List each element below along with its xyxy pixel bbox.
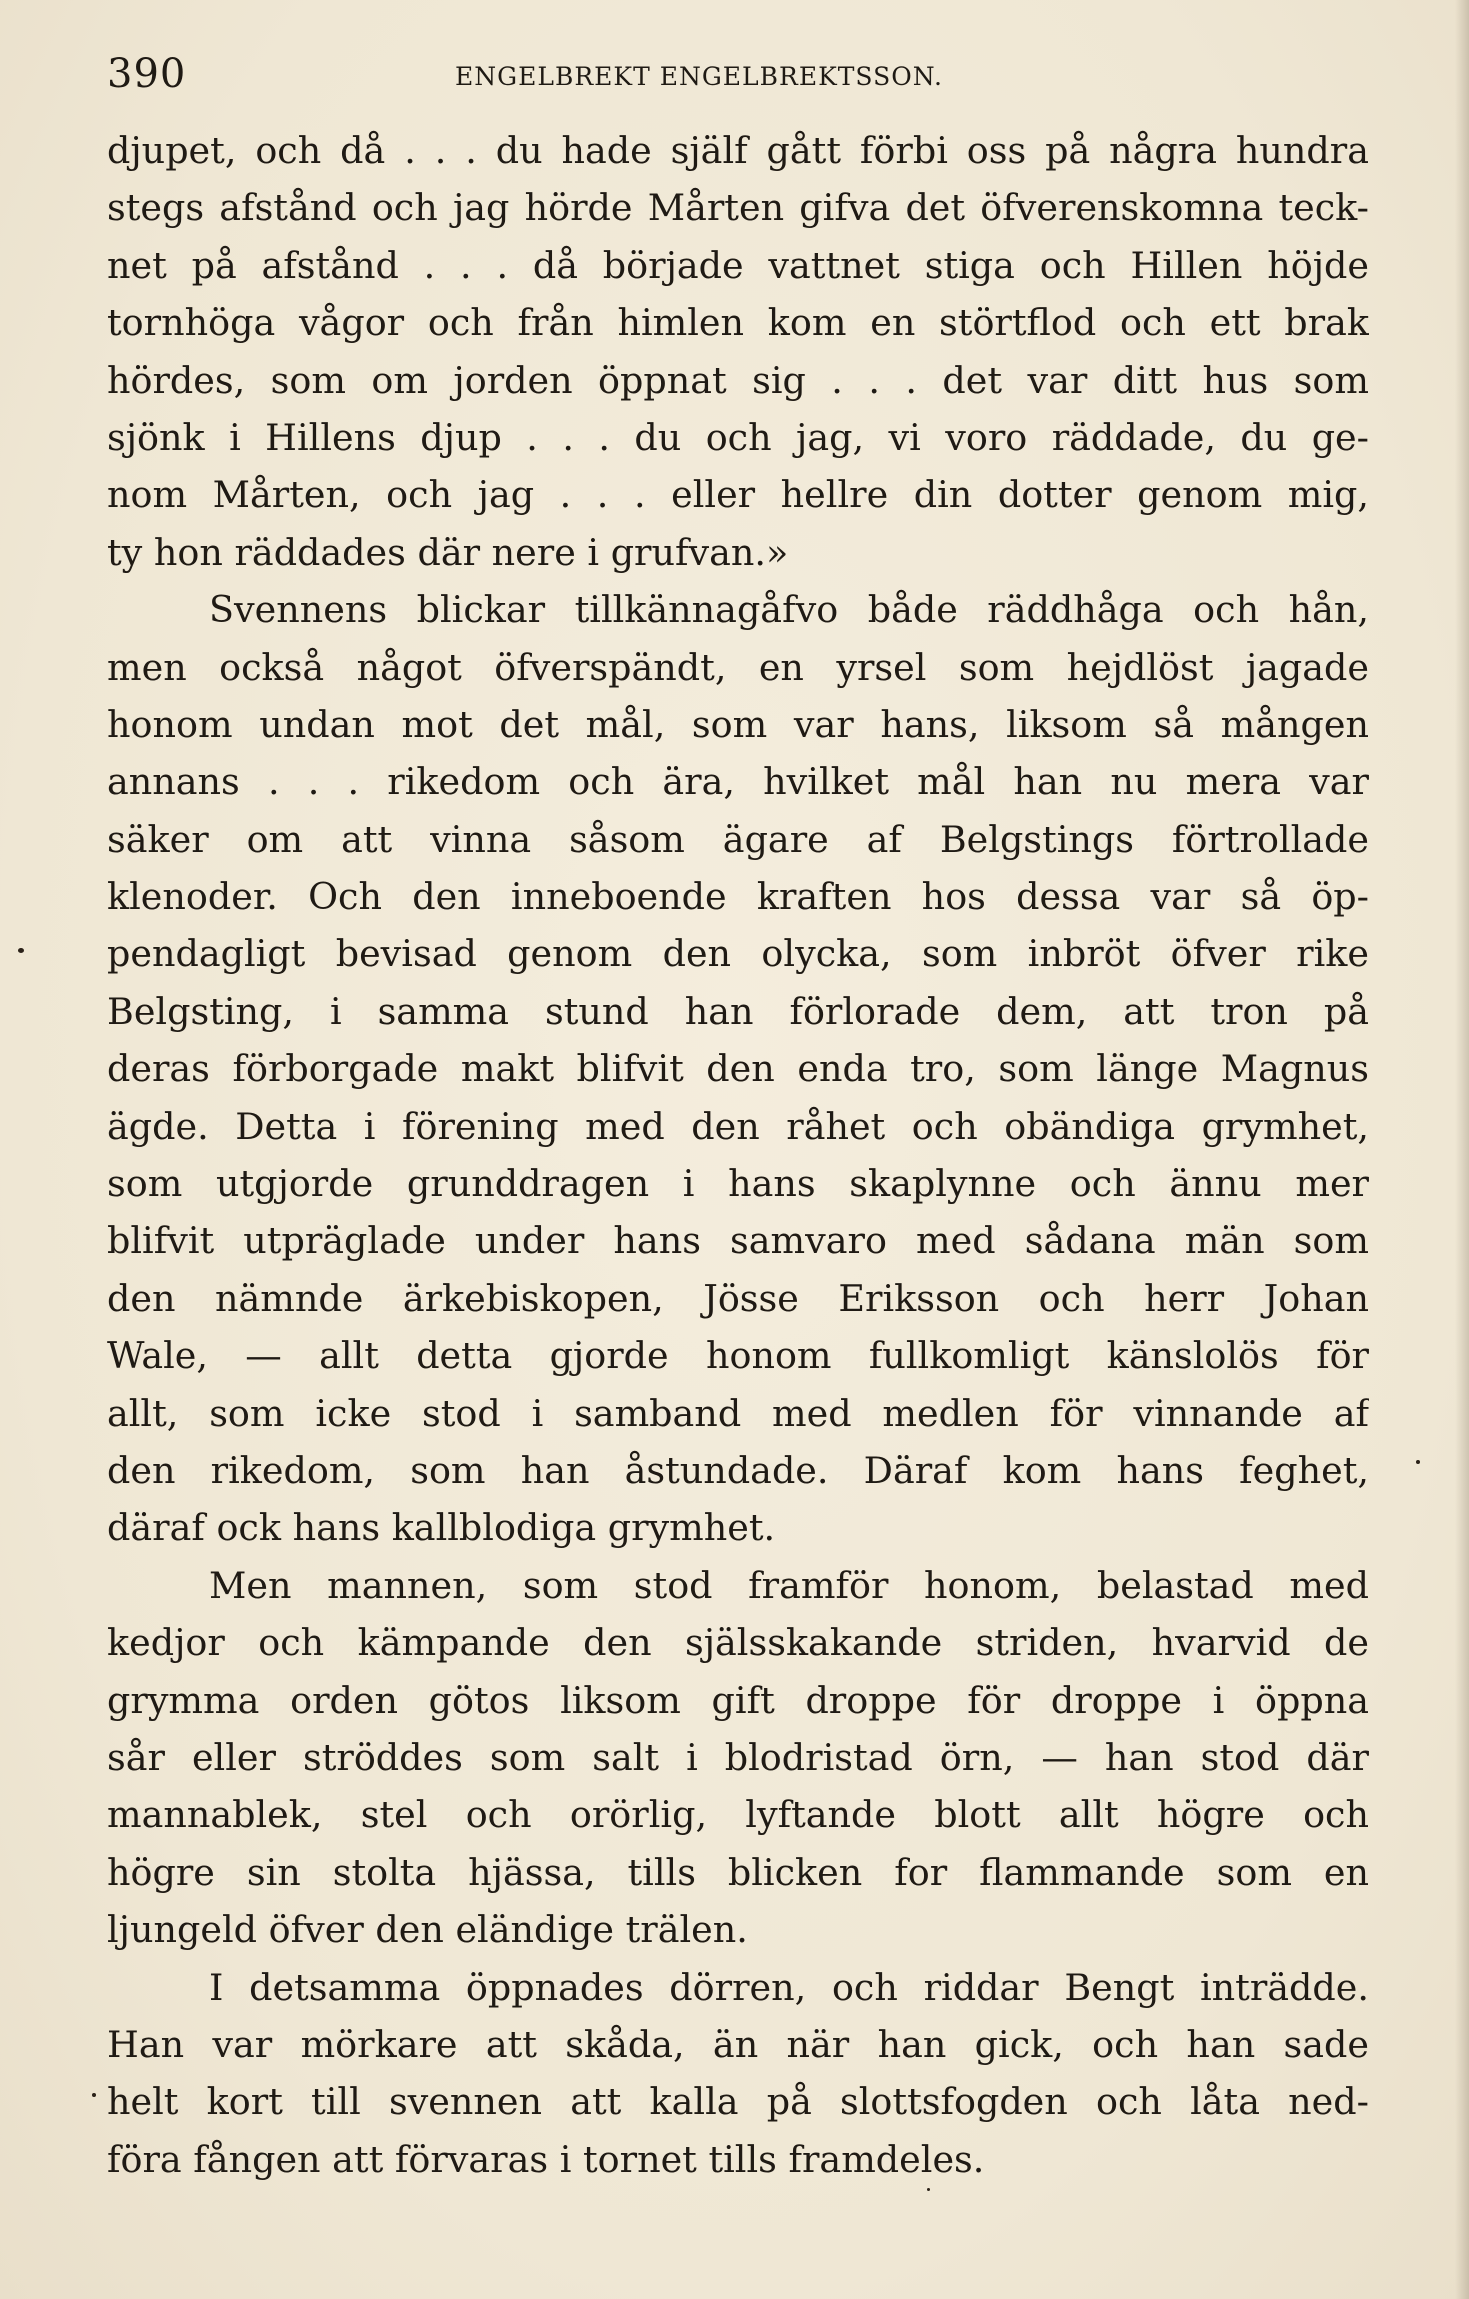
text-line: hördes, som om jorden öppnat sig . . . det var ditt hus som (107, 358, 1369, 402)
text-line: nom Mårten, och jag . . . eller hellre din dotter genom mig, (107, 473, 1369, 517)
text-line: däraf ock hans kallblodiga grymhet. (107, 1506, 776, 1550)
text-line: blifvit utpräglade under hans samvaro med sådana män som (107, 1219, 1369, 1263)
text-line: allt, som icke stod i samband med medlen för vinnande af (107, 1391, 1369, 1435)
text-line: sår eller ströddes som salt i blodristad örn, — han stod där (107, 1735, 1369, 1779)
text-line: Belgsting, i samma stund han förlorade dem, att tron på (107, 989, 1369, 1033)
text-line: djupet, och då . . . du hade själf gått förbi oss på några hundra (107, 129, 1369, 172)
print-speck (1416, 1460, 1420, 1464)
text-line: stegs afstånd och jag hörde Mårten gifva det öfverenskomna teck- (107, 186, 1369, 230)
text-line: den rikedom, som han åstundade. Däraf kom hans feghet, (107, 1448, 1369, 1492)
text-line: ty hon räddades där nere i grufvan.» (107, 530, 789, 574)
text-line: Han var mörkare att skåda, än när han gick, och han sade (107, 2022, 1369, 2066)
body-text (107, 122, 1369, 2188)
text-line: pendagligt bevisad genom den olycka, som inbröt öfver rike (107, 932, 1369, 976)
text-line: mannablek, stel och orörlig, lyftande blott allt högre och (107, 1793, 1369, 1837)
running-title: ENGELBREKT ENGELBREKTSSON. (455, 62, 943, 91)
text-line: ägde. Detta i förening med den råhet och obändiga grymhet, (107, 1104, 1369, 1148)
text-line: grymma orden götos liksom gift droppe för droppe i öppna (107, 1678, 1369, 1722)
text-line: men också något öfverspändt, en yrsel som hejdlöst jagade (107, 645, 1369, 689)
text-line: net på afstånd . . . då började vattnet stiga och Hillen höjde (107, 243, 1369, 287)
text-line: föra fången att förvaras i tornet tills framdeles. (107, 2137, 985, 2181)
text-line: tornhöga vågor och från himlen kom en störtflod och ett brak (107, 301, 1369, 345)
text-line: honom undan mot det mål, som var hans, liksom så mången (107, 702, 1369, 746)
text-line: deras förborgade makt blifvit den enda tro, som länge Magnus (107, 1047, 1369, 1091)
text-line: annans . . . rikedom och ära, hvilket mål han nu mera var (107, 760, 1369, 804)
paragraph-start-line: I detsamma öppnades dörren, och riddar Bengt inträdde. (209, 1965, 1369, 2009)
text-line: ljungeld öfver den eländige trälen. (107, 1908, 748, 1952)
print-speck (927, 2188, 930, 2191)
text-line: säker om att vinna såsom ägare af Belgstings förtrollade (107, 817, 1369, 861)
paragraph-start-line: Svennens blickar tillkännagåfvo både räddhåga och hån, (209, 588, 1369, 632)
text-line: den nämnde ärkebiskopen, Jösse Eriksson och herr Johan (107, 1276, 1369, 1320)
text-line: högre sin stolta hjässa, tills blicken for flammande som en (107, 1850, 1369, 1894)
page-number: 390 (107, 51, 187, 97)
print-speck (18, 948, 24, 953)
text-line: helt kort till svennen att kalla på slottsfogden och låta ned- (107, 2080, 1369, 2124)
paragraph-start-line: Men mannen, som stod framför honom, belastad med (209, 1563, 1369, 1607)
text-line: som utgjorde grunddragen i hans skaplynne och ännu mer (107, 1162, 1369, 1206)
text-line: sjönk i Hillens djup . . . du och jag, vi voro räddade, du ge- (107, 415, 1369, 459)
print-speck (92, 2093, 96, 2097)
text-line: kedjor och kämpande den själsskakande striden, hvarvid de (107, 1621, 1369, 1665)
text-line: klenoder. Och den inneboende kraften hos dessa var så öp- (107, 875, 1369, 919)
text-line: Wale, — allt detta gjorde honom fullkomligt känslolös för (107, 1334, 1369, 1378)
page-header (107, 44, 1377, 104)
page-edge-shadow (1455, 0, 1469, 2299)
